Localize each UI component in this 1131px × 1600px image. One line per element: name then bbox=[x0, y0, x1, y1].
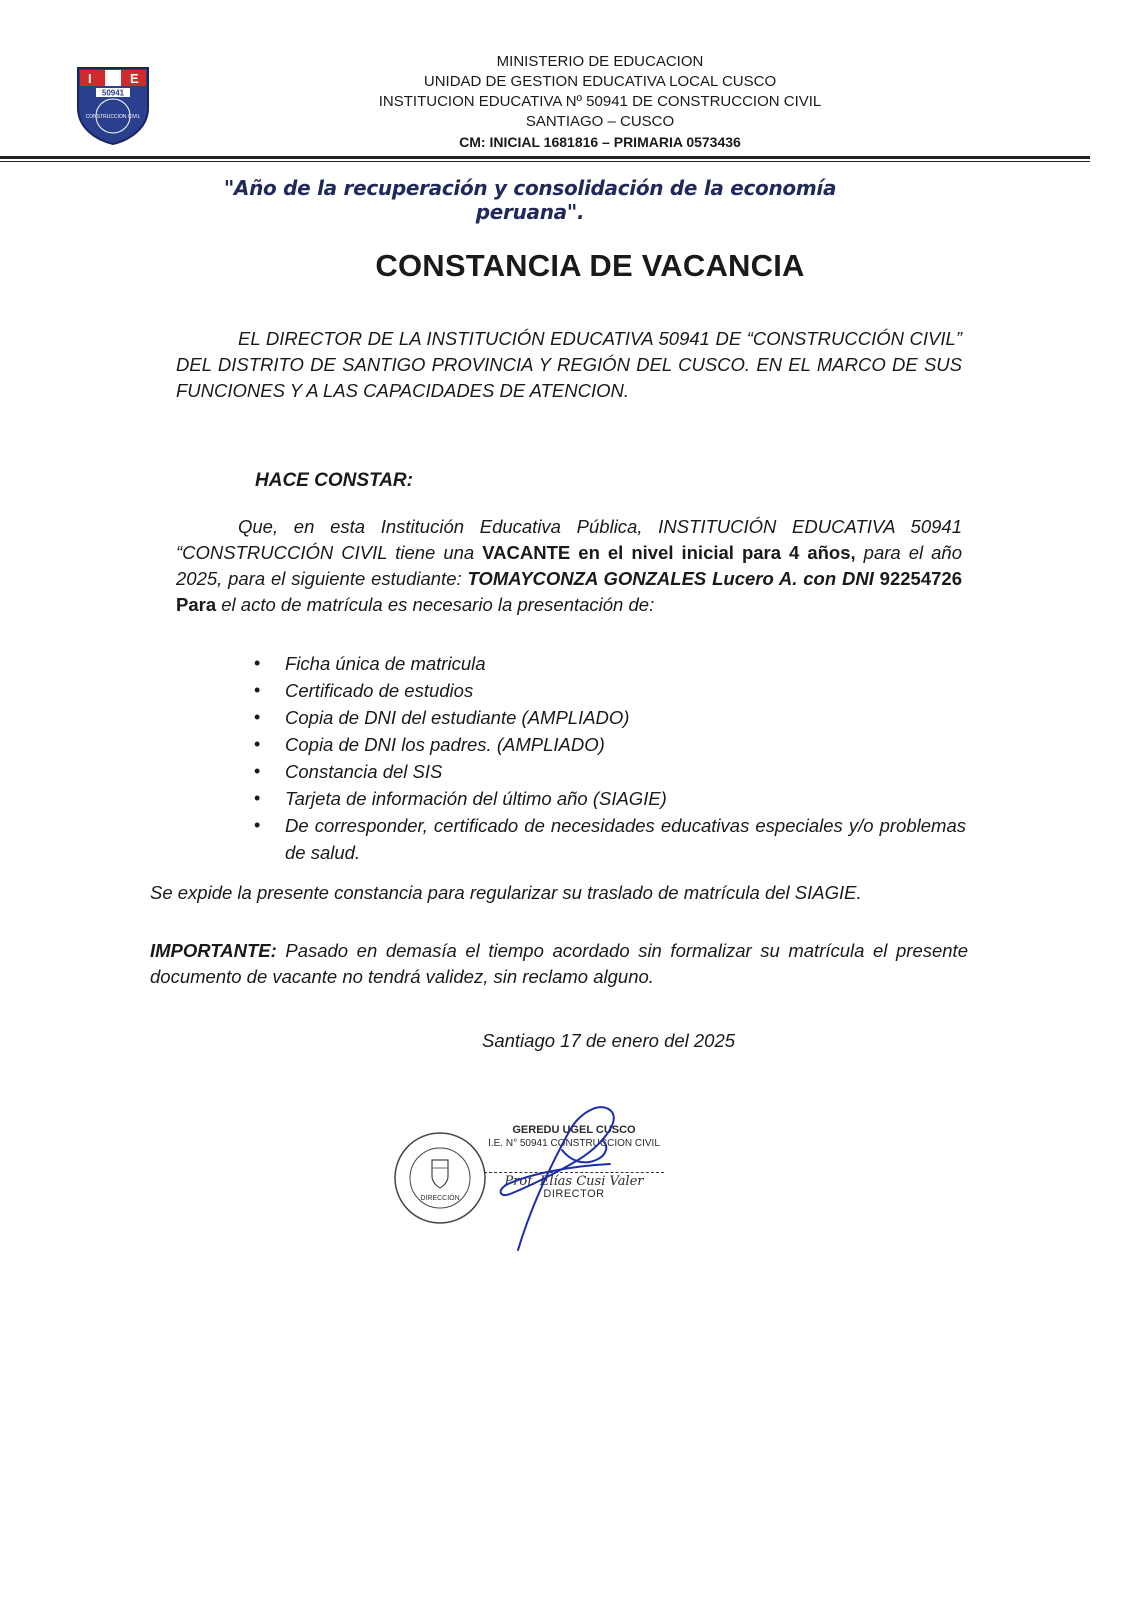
importante-paragraph bbox=[150, 938, 968, 990]
body-text-2: para el año 2025, para el siguiente estudiante: bbox=[176, 542, 963, 589]
list-item: • Ficha única de matricula bbox=[254, 650, 966, 677]
logo-number: 50941 bbox=[101, 88, 125, 98]
issue-date: Santiago 17 de enero del 2025 bbox=[482, 1030, 736, 1051]
list-item: • Constancia del SIS bbox=[254, 758, 966, 785]
hace-constar-heading: HACE CONSTAR: bbox=[255, 470, 413, 491]
list-item: • De corresponder, certificado de necesidades educativas especiales y/o problemas de salud. bbox=[254, 812, 966, 866]
importante-text: Pasado en demasía el tiempo acordado sin formalizar su matrícula el presente documento de vacante no tendrá validez, sin reclamo alguno. bbox=[150, 940, 968, 987]
header-divider-thin bbox=[0, 161, 1090, 162]
body-paragraph bbox=[176, 514, 962, 618]
intro-paragraph: EL DIRECTOR DE LA INSTITUCIÓN EDUCATIVA 50941 DE “CONSTRUCCIÓN CIVIL” DEL DISTRITO DE SANTIGO PROVINCIA Y REGIÓN DEL CUSCO. EN EL MARCO DE SUS FUNCIONES Y A LAS CAPACIDADES DE ATENCION. bbox=[176, 328, 962, 401]
vacante-text: VACANTE en el nivel inicial para 4 años, bbox=[482, 542, 856, 563]
logo-text: CONSTRUCCION CIVIL bbox=[85, 114, 141, 120]
body-text-3: el acto de matrícula es necesario la presentación de: bbox=[216, 594, 655, 615]
header-ugel: UNIDAD DE GESTION EDUCATIVA LOCAL CUSCO bbox=[423, 73, 777, 90]
letterhead bbox=[300, 52, 900, 152]
list-item: • Copia de DNI del estudiante (AMPLIADO) bbox=[254, 704, 966, 731]
logo-letter-left: I bbox=[88, 71, 92, 86]
stamp-ugel: GEREDU UGEL CUSCO bbox=[512, 1124, 636, 1136]
header-ministry: MINISTERIO DE EDUCACION bbox=[496, 53, 704, 70]
director-name: Prof. Elías Cusi Valer bbox=[484, 1172, 664, 1188]
list-item: • Certificado de estudios bbox=[254, 677, 966, 704]
importante-label: IMPORTANTE: bbox=[150, 940, 277, 961]
document-title: CONSTANCIA DE VACANCIA bbox=[375, 248, 805, 283]
handwritten-signature bbox=[470, 1090, 650, 1260]
requirements-list bbox=[254, 650, 966, 866]
header-divider bbox=[0, 156, 1090, 159]
stamp-institution: I.E. N° 50941 CONSTRUCCION CIVIL bbox=[488, 1138, 660, 1149]
list-item: • Copia de DNI los padres. (AMPLIADO) bbox=[254, 731, 966, 758]
director-role: DIRECTOR bbox=[543, 1188, 605, 1200]
list-item: • Tarjeta de información del último año (SIAGIE) bbox=[254, 785, 966, 812]
logo-letter-right: E bbox=[130, 71, 139, 86]
expide-paragraph: Se expide la presente constancia para regularizar su traslado de matrícula del SIAGIE. bbox=[150, 882, 862, 903]
school-logo bbox=[74, 64, 152, 146]
header-location: SANTIAGO – CUSCO bbox=[525, 113, 675, 130]
header-codes: CM: INICIAL 1681816 – PRIMARIA 0573436 bbox=[459, 134, 741, 150]
body-text-1: Que, en esta Institución Educativa Pública, INSTITUCIÓN EDUCATIVA 50941 “CONSTRUCCIÓN CIVIL tiene una bbox=[176, 516, 962, 563]
year-motto: "Año de la recuperación y consolidación de la economía peruana". bbox=[223, 176, 837, 224]
header-institution: INSTITUCION EDUCATIVA Nº 50941 DE CONSTRUCCION CIVIL bbox=[378, 93, 822, 110]
student-dni: 92254726 Para bbox=[176, 568, 962, 615]
student-name: TOMAYCONZA GONZALES Lucero A. con DNI bbox=[467, 568, 874, 589]
seal-center-text: DIRECCIÓN bbox=[420, 1195, 460, 1202]
